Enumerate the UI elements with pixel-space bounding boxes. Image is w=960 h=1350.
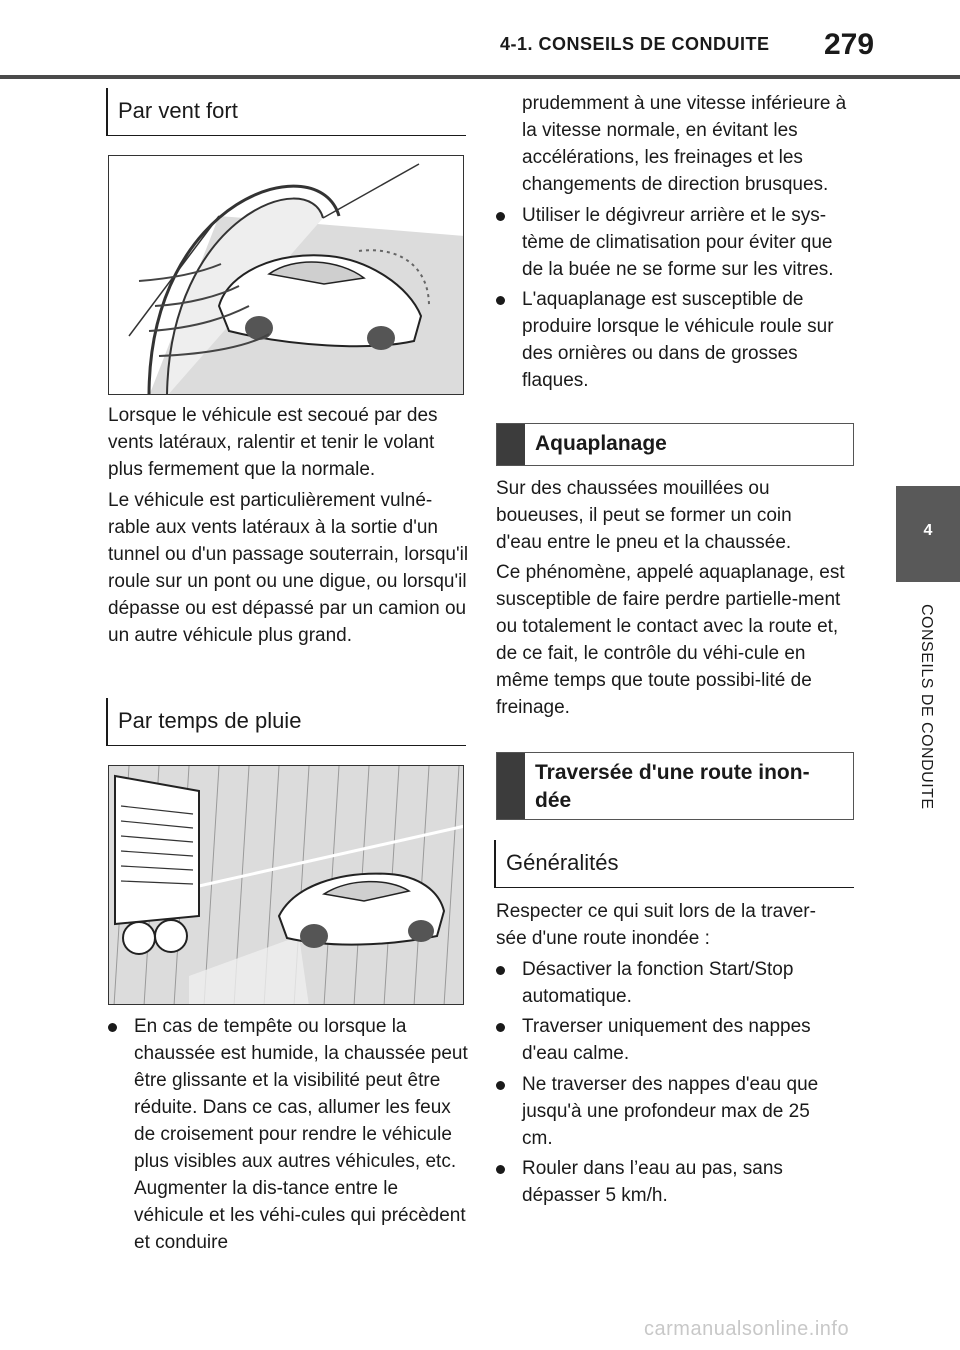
rain-bullet-1-text: En cas de tempête ou lorsque la chaussée est humide, la chaussée peut être glissante et la visibilité peut être réduite. Dans ce cas, allumer les feux de croisement pour rendre le véhicule plus visibles aux autres véhicules, etc. Augmenter la dis-tance entre le véhicule et les véhi-cules qui précèdent et conduire: [134, 1016, 468, 1253]
subheading-general-text: Généralités: [506, 850, 619, 875]
aquaplanage-paragraph-1: Sur des chaussées mouillées ou boueuses, il peut se former un coin d'eau entre le pneu et la chaussée.: [496, 478, 792, 553]
subheading-rain-text: Par temps de pluie: [118, 708, 302, 733]
rain-bullet-2: [496, 202, 856, 283]
rain-bullet-1: [108, 1013, 468, 1256]
section-title: 4-1. CONSEILS DE CONDUITE: [500, 34, 770, 54]
section-heading-flooded-road-text: Traversée d'une route inon-dée: [535, 761, 810, 812]
chapter-number: 4: [923, 522, 933, 539]
flood-bullet-1-text: Désactiver la fonction Start/Stop automatique.: [522, 959, 794, 1007]
subheading-wind-text: Par vent fort: [118, 98, 238, 123]
wind-paragraph-1: Lorsque le véhicule est secoué par des vents latéraux, ralentir et tenir le volant plus fermement que la normale.: [108, 405, 438, 480]
rain-bullet-1-continuation: prudemment à une vitesse inférieure à la vitesse normale, en évitant les accélérations, les freinages et les changements de direction brusques.: [522, 93, 847, 195]
car-rain-truck-illustration-icon: [109, 766, 464, 1005]
bullet-dot-icon: [496, 966, 505, 975]
subheading-general: [494, 840, 854, 888]
bullet-dot-icon: [496, 1023, 505, 1032]
section-heading-aquaplanage-text: Aquaplanage: [535, 432, 667, 455]
flood-bullet-4-text: Rouler dans l’eau au pas, sans dépasser 5 km/h.: [522, 1158, 783, 1206]
flood-bullet-3-text: Ne traverser des nappes d'eau que jusqu'à une profondeur max de 25 cm.: [522, 1074, 819, 1149]
bullet-dot-icon: [496, 296, 505, 305]
wind-illustration: [108, 155, 464, 395]
section-bar: [497, 424, 525, 465]
flood-bullet-2-text: Traverser uniquement des nappes d'eau calme.: [522, 1016, 811, 1064]
subheading-rain: [106, 698, 466, 746]
rain-bullet-3-text: L'aquaplanage est susceptible de produire lorsque le véhicule roule sur des ornières ou dans de grosses flaques.: [522, 289, 834, 391]
bullet-dot-icon: [108, 1023, 117, 1032]
rain-bullet-3: [496, 286, 856, 394]
flood-bullet-1: [496, 956, 836, 1010]
section-heading-aquaplanage: [496, 423, 854, 466]
bullet-dot-icon: [496, 1165, 505, 1174]
section-bar: [497, 753, 525, 819]
flooded-intro: Respecter ce qui suit lors de la traver-sée d'une route inondée :: [496, 901, 816, 949]
header-rule: [0, 75, 960, 79]
flood-bullet-2: [496, 1013, 836, 1067]
wind-paragraph-2: Le véhicule est particulièrement vulné-rable aux vents latéraux à la sortie d'un tunnel ou d'un passage souterrain, lorsqu'il roule sur un pont ou une digue, ou lorsqu'il dépasse ou est dépassé par un camion ou un autre véhicule plus grand.: [108, 490, 469, 646]
subheading-wind: [106, 88, 466, 136]
car-crosswind-illustration-icon: [109, 156, 464, 395]
aquaplanage-paragraph-2: Ce phénomène, appelé aquaplanage, est susceptible de faire perdre partielle-ment ou totalement le contact avec la route et, de ce fait, le contrôle du véhi-cule en même temps que toute possibi-lité de freinage.: [496, 562, 845, 718]
rain-bullet-2-text: Utiliser le dégivreur arrière et le sys-tème de climatisation pour éviter que de la buée ne se forme sur les vitres.: [522, 205, 834, 280]
bullet-dot-icon: [496, 1081, 505, 1090]
section-heading-flooded-road: [496, 752, 854, 820]
watermark: carmanualsonline.info: [644, 1318, 850, 1340]
bullet-dot-icon: [496, 212, 505, 221]
page-number: 279: [824, 28, 875, 61]
flood-bullet-3: [496, 1071, 836, 1152]
rain-illustration: [108, 765, 464, 1005]
chapter-title-vertical: CONSEILS DE CONDUITE: [918, 604, 935, 810]
chapter-tab[interactable]: [896, 486, 960, 582]
flood-bullet-4: [496, 1155, 836, 1209]
